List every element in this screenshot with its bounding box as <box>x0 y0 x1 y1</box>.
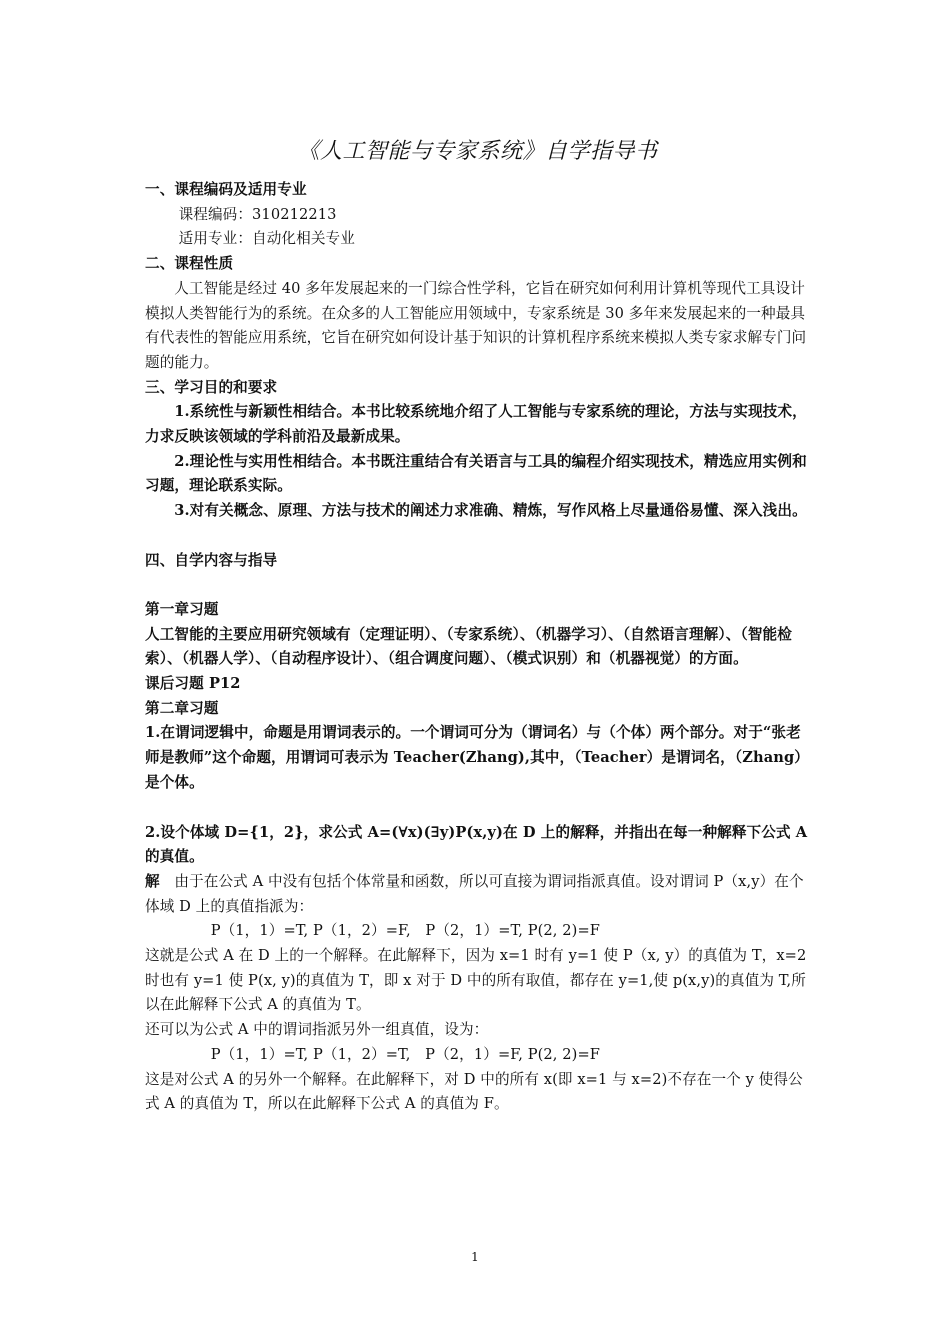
another-assignment-line: 还可以为公式 A 中的谓词指派另外一组真值，设为： <box>145 1021 489 1039</box>
course-nature-paragraph: 人工智能是经过 40 多年发展起来的一门综合性学科，它旨在研究如何利用计算机等现代工具设计模拟人类智能行为的系统。在众多的人工智能应用领域中，专家系统是 30 多年来发展起来的一种最具有代表性的智能应用系统，它旨在研究如何设计基于知识的计算机程序系统来模拟人类专家求解专门问题的能力。 <box>145 279 807 371</box>
explanation-1: 这就是公式 A 在 D 上的一个解释。在此解释下，因为 x=1 时有 y=1 使 P（x, y）的真值为 T，x=2 时也有 y=1 使 P(x, y)的真值为 T，即 x 对于 D 中的所有取值，都存在 y=1,使 p(x,y)的真值为 T,所以在此解释下公式 A 的真值为 T。 <box>145 947 807 1014</box>
goal-item-1: 1.系统性与新颖性相结合。本书比较系统地介绍了人工智能与专家系统的理论，方法与实现技术，力求反映该领域的学科前沿及最新成果。 <box>145 403 807 446</box>
spacer <box>145 796 810 821</box>
chapter2-title: 第二章习题 <box>145 699 219 717</box>
document-title: 《人工智能与专家系统》自学指导书 <box>297 139 658 164</box>
section-heading-goals: 三、学习目的和要求 <box>145 378 278 396</box>
section-heading-course-nature: 二、课程性质 <box>145 255 234 273</box>
formula-interpretation-2: P（1，1）=T, P（1，2）=T, P（2，1）=F, P(2, 2)=F <box>210 1045 601 1063</box>
document-body <box>145 138 810 1117</box>
section-heading-content: 四、自学内容与指导 <box>145 551 278 569</box>
chapter1-title: 第一章习题 <box>145 600 219 618</box>
section-heading-course-code: 一、课程编码及适用专业 <box>145 181 307 198</box>
course-code-line: 课程编码：310212213 <box>178 205 337 223</box>
chapter2-question-2: 2.设个体域 D={1，2}，求公式 A=(∀x)(∃y)P(x,y)在 D 上的解释，并指出在每一种解释下公式 A 的真值。 <box>145 823 808 866</box>
solution-intro-text: 由于在公式 A 中没有包括个体常量和函数，所以可直接为谓词指派真值。设对谓词 P（x,y）在个体域 D 上的真值指派为： <box>145 872 804 915</box>
spacer <box>145 573 810 598</box>
major-line: 适用专业：自动化相关专业 <box>178 230 355 248</box>
page-number: 1 <box>471 1250 479 1264</box>
solution-intro-paragraph <box>145 870 810 919</box>
explanation-2: 这是对公式 A 的另外一个解释。在此解释下，对 D 中的所有 x(即 x=1 与 x=2)不存在一个 y 使得公式 A 的真值为 T，所以在此解释下公式 A 的真值为 F。 <box>145 1070 803 1113</box>
solution-label: 解 <box>145 872 160 890</box>
goal-item-2: 2.理论性与实用性相结合。本书既注重结合有关语言与工具的编程介绍实现技术，精选应用实例和习题，理论联系实际。 <box>145 452 807 495</box>
chapter1-text: 人工智能的主要应用研究领域有（定理证明）、（专家系统）、（机器学习）、（自然语言理解）、（智能检索）、（机器人学）、（自动程序设计）、（组合调度问题）、（模式识别）和（机器视觉）的方面。 <box>145 625 792 668</box>
formula-interpretation-1: P（1，1）=T, P（1，2）=F, P（2，1）=T, P(2, 2)=F <box>210 922 601 940</box>
homework-reference: 课后习题 P12 <box>145 675 241 693</box>
chapter2-question-1: 1.在谓词逻辑中，命题是用谓词表示的。一个谓词可分为（谓词名）与（个体）两个部分。对于“张老师是教师”这个命题，用谓词可表示为 Teacher(Zhang),其中，（Teacher）是谓词名，（Zhang）是个体。 <box>145 724 809 791</box>
goal-item-3: 3.对有关概念、原理、方法与技术的阐述力求准确、精炼，写作风格上尽量通俗易懂、深入浅出。 <box>174 502 807 520</box>
spacer <box>145 524 810 549</box>
